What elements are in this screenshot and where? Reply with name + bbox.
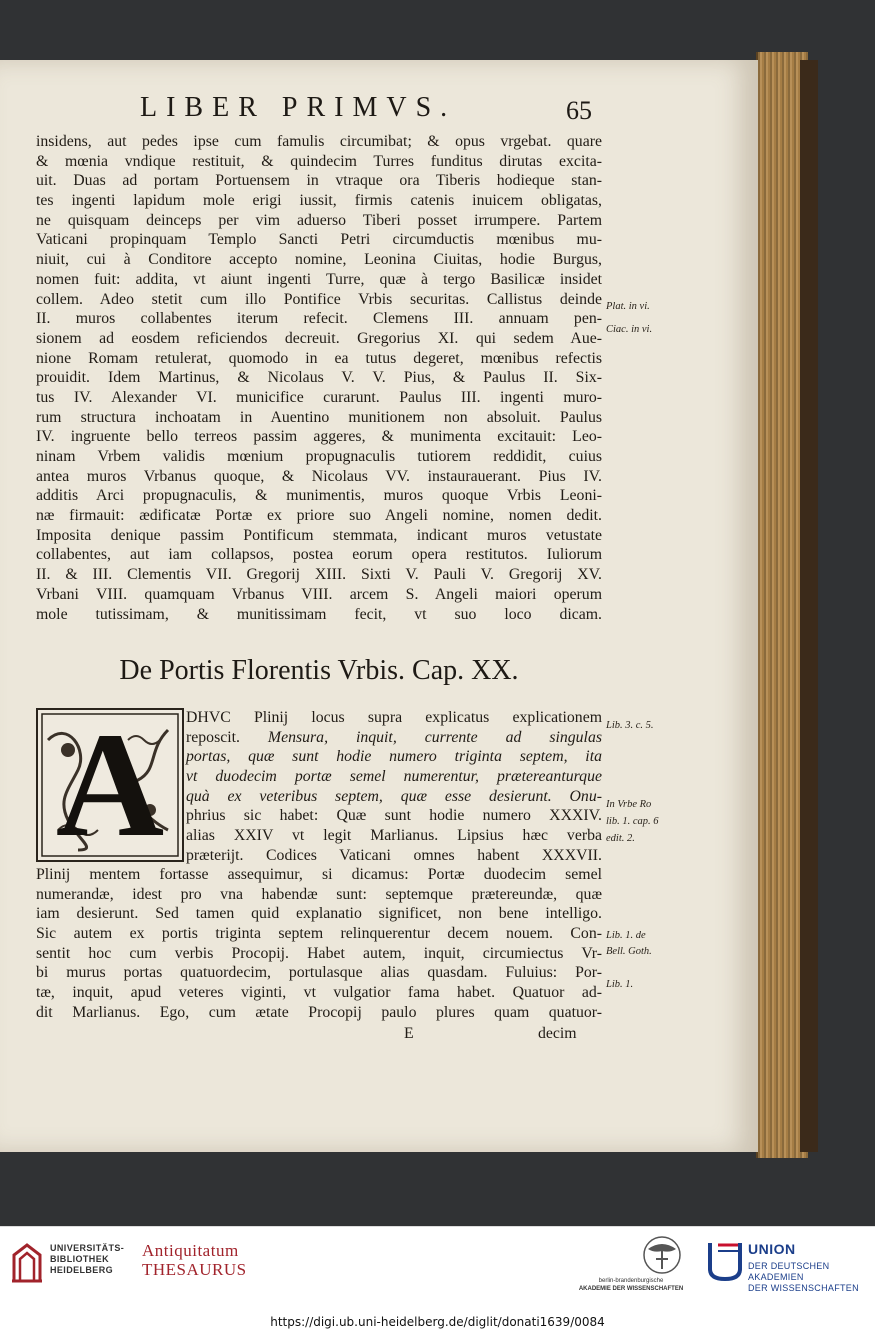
margin-note: edit. 2.: [606, 833, 635, 844]
ub-name-line: HEIDELBERG: [50, 1265, 114, 1275]
permalink-url[interactable]: https://digi.ub.uni-heidelberg.de/diglit/donati1639/0084: [0, 1311, 875, 1333]
text-line: uit. Duas ad portam Portuensem in vtraque ora Tiberis hodieque stan-: [36, 172, 602, 190]
book-cover-edge: [800, 60, 818, 1152]
text-line: prouidit. Idem Martinus, & Nicolaus V. V. Pius, & Paulus II. Six-: [36, 369, 602, 387]
text-line: collabentes, aut iam collapsos, postea eorum opera restitutos. Iuliorum: [36, 546, 602, 564]
text-line: tes ingenti lapidum mole erigi iussit, firmis catenis inuicem obligatas,: [36, 192, 602, 210]
text-line: sionem ad eosdem reficiendos decreuit. Gregorius XI. qui sedem Aue-: [36, 329, 602, 347]
text-line: sentit hoc cum verbis Procopij. Habet autem, inquit, circumiectus Vr-: [36, 944, 602, 962]
margin-note: Plat. in vi.: [606, 301, 650, 312]
text-line: DHVC Plinij locus supra explicatus explicationem: [186, 709, 602, 726]
text-line: quà ex veteribus septem, quæ esse desierunt. Onu-: [186, 787, 602, 805]
text-line: insidens, aut pedes ipse cum famulis circumibat; & opus vrgebat. quare: [36, 133, 602, 150]
text-line: næ firmauit: ædificatæ Portæ ex priore suo Angeli nomine, nomen dedit.: [36, 507, 602, 525]
text-line: reposcit. Mensura, inquit, currente ad singulas: [186, 728, 602, 746]
margin-note: Lib. 3. c. 5.: [606, 720, 654, 731]
text-line: niuit, cui à Conditore accepto nomine, Leonina Ciuitas, hodie Burgus,: [36, 251, 602, 269]
text-line: additis Arci propugnaculis, & munimentis, muros quoque Vrbis Leoni-: [36, 487, 602, 505]
bbaw-name: [560, 1277, 702, 1293]
text-line: nione Romam retulerat, quomodo in ea tutus degeret, mœnibus refectis: [36, 349, 602, 367]
signature-mark: E: [404, 1025, 414, 1042]
text-line: præterijt. Codices Vaticani omnes habent XXXVII.: [186, 846, 602, 864]
margin-note: Lib. 1. de: [606, 930, 646, 941]
text-line: alias XXIV vt legit Marlianus. Lipsius hæc verba: [186, 827, 602, 845]
union-academies-logo-icon[interactable]: [706, 1239, 744, 1288]
text-line: II. muros collabentes iterum refecit. Clemens III. annuam pen-: [36, 310, 602, 328]
text-line: collem. Adeo stetit cum illo Pontifice Vrbis securitas. Callistus deinde: [36, 290, 602, 308]
margin-note: lib. 1. cap. 6: [606, 816, 659, 827]
text-line: mole tutissimam, & munitissimam fecit, vt suo loco dicam.: [36, 605, 602, 623]
ub-name-line: BIBLIOTHEK: [50, 1254, 109, 1264]
margin-note: Bell. Goth.: [606, 946, 652, 957]
book-page: [0, 60, 758, 1152]
union-title: UNION: [748, 1241, 796, 1257]
running-head: LIBER PRIMVS.: [140, 92, 457, 123]
margin-note: Lib. 1.: [606, 979, 634, 990]
ub-heidelberg-name: [50, 1243, 124, 1276]
text-line: ne quisquam deinceps per vim aduerso Tiberi posset irrumpere. Partem: [36, 211, 602, 229]
project-name-line: Antiquitatum: [142, 1241, 239, 1260]
text-line: Vrbani VIII. quamquam Vrbanus VIII. arcem S. Angeli maiori operum: [36, 585, 602, 603]
ub-name-line: UNIVERSITÄTS-: [50, 1243, 125, 1253]
text-line: Imposita denique passim Pontificum stemmata, indicant muros vetustate: [36, 526, 602, 544]
bbaw-name-line: berlin-brandenburgische: [598, 1278, 664, 1284]
text-line: dit Marlianus. Ego, cum ætate Procopij paulo plures quam quatuor-: [36, 1003, 602, 1021]
woodcut-initial: [36, 702, 184, 868]
union-sub-line: DER WISSENSCHAFTEN: [748, 1283, 859, 1293]
text-line: vt duodecim portæ semel numerentur, prætereanturque: [186, 768, 602, 786]
text-line: phrius sic habet: Quæ sunt hodie numero XXXIV.: [186, 807, 602, 825]
bbaw-name-line: AKADEMIE DER WISSENSCHAFTEN: [578, 1286, 684, 1292]
text-line: numerandæ, idest pro vna habendæ sunt: septemque prætereundæ, quæ: [36, 885, 602, 903]
bbaw-eagle-logo-icon[interactable]: [640, 1235, 684, 1280]
paragraph-1: [36, 132, 602, 624]
paragraph-2: [36, 865, 602, 1023]
paragraph-2-beside-initial: [186, 708, 602, 866]
text-line: rum structura inchoatam in Auentino munitionem non absoluit. Paulus: [36, 408, 602, 426]
text-line: Sic autem ex portis triginta septem relinquerentur decem nouem. Con-: [36, 925, 602, 943]
text-line: tus IV. Alexander VI. municifice curarunt. Paulus III. ingenti muro-: [36, 388, 602, 406]
text-line: ninam Vrbem validis mœnium propugnaculis tutiorem reddidit, cuius: [36, 448, 602, 465]
chapter-heading: De Portis Florentis Vrbis. Cap. XX.: [119, 655, 519, 686]
text-line: II. & III. Clementis VII. Gregorij XIII. Sixti V. Pauli V. Gregorij XV.: [36, 566, 602, 584]
text-line: portas, quæ sunt hodie numero triginta septem, ita: [186, 748, 602, 766]
italic-quote: Mensura, inquit, currente ad singulas: [267, 728, 602, 746]
text-line: antea muros Vrbanus quoque, & Nicolaus VV. instaurauerant. Pius IV.: [36, 467, 602, 485]
text-line: bi murus portas quatuordecim, portulasque alias quasdam. Fuluius: Por-: [36, 964, 602, 982]
text-line: tæ, inquit, apud veteres viginti, vt vulgatior fama habet. Quatuor ad-: [36, 984, 602, 1002]
ub-heidelberg-logo-icon[interactable]: [10, 1241, 44, 1290]
text-line: Vaticani propinquam Templo Sancti Petri circumductis mœnibus mu-: [36, 231, 602, 249]
project-name[interactable]: [142, 1241, 247, 1279]
text-line: & mœnia vndique restituit, & quindecim Turres funditus dirutas excita-: [36, 152, 602, 170]
project-name-line: THESAURUS: [142, 1260, 247, 1279]
union-sub-line: DER DEUTSCHEN AKADEMIEN: [748, 1261, 830, 1282]
catchword: decim: [538, 1025, 577, 1042]
page-number: 65: [566, 96, 592, 125]
dropcap-letter: A: [55, 702, 165, 868]
text-line: IV. ingruente bello terreos passim aggeres, & munimenta excitauit: Leo-: [36, 428, 602, 446]
text-line: iam desierunt. Sed tamen quid explanatio significet, non bene intelligo.: [36, 905, 602, 923]
margin-note: In Vrbe Ro: [606, 799, 652, 810]
margin-note: Ciac. in vi.: [606, 324, 653, 335]
union-subtitle: [748, 1261, 875, 1294]
footer-logos: [0, 1226, 875, 1312]
text-line: Plinij mentem fortasse assequimur, si dicamus: Portæ duodecim semel: [36, 866, 602, 883]
text-line: nomen fuit: addita, vt aiunt ingenti Turre, quæ à tergo Basilicæ insidet: [36, 270, 602, 288]
